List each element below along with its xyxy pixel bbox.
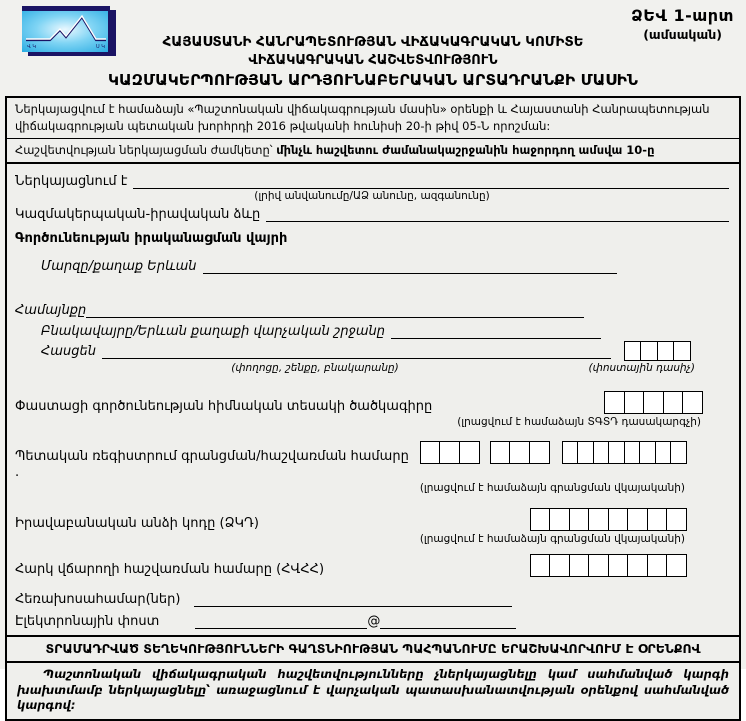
address-label: Հասցեն xyxy=(41,344,96,360)
code-cell[interactable] xyxy=(420,441,441,464)
code-cell[interactable] xyxy=(627,508,648,531)
address-captions-row xyxy=(15,362,729,374)
activity-location-heading: Գործունեության իրականացման վայրի xyxy=(15,231,288,247)
confidentiality-banner: ՏՐԱՄԱԴՐՎԱԾ ՏԵՂԵԿՈՒԹՅՈՒՆՆԵՐԻ ԳԱՂՏՆԻՈՒԹՅԱՆ ՊԱՀՊԱՆՈՒՄԸ ԵՐԱՇԽԱՎՈՐՎՈՒՄ Է ՕՐԵՆՔՈՎ xyxy=(5,635,741,663)
code-cell[interactable] xyxy=(624,441,641,464)
settlement-label: Բնակավայրը/Երևան քաղաքի վարչական շրջանը xyxy=(41,324,385,340)
tin-cells[interactable] xyxy=(530,554,688,577)
address-input-line[interactable] xyxy=(102,344,611,359)
legal-entity-code-caption: (լրացվում է համաձայն գրանցման վկայականի) xyxy=(419,533,685,546)
registry-label: Պետական ռեգիստրում գրանցման/հաշվառման համարը xyxy=(15,449,409,465)
code-cell[interactable] xyxy=(509,441,530,464)
code-cell[interactable] xyxy=(593,441,610,464)
registry-stray-dot: . xyxy=(15,465,20,481)
activity-location-heading-row xyxy=(15,231,729,246)
code-cell[interactable] xyxy=(657,341,675,361)
code-cell[interactable] xyxy=(588,508,609,531)
title-report-type: ՎԻՃԱԿԱԳՐԱԿԱՆ ՀԱՇՎԵՏՎՈՒԹՅՈՒՆ xyxy=(248,52,498,68)
code-cell[interactable] xyxy=(569,554,590,577)
code-cell[interactable] xyxy=(588,554,609,577)
code-cell[interactable] xyxy=(562,441,579,464)
postal-caption: (փոստային դասիչ) xyxy=(588,362,695,375)
title-report-subject: ԿԱԶՄԱԿԵՐՊՈՒԹՅԱՆ ԱՐԴՅՈՒՆԱԲԵՐԱԿԱՆ ԱՐՏԱԴՐԱՆՔԻ ՄԱՍԻՆ xyxy=(108,70,638,89)
code-cell[interactable] xyxy=(569,508,590,531)
form-header xyxy=(0,0,746,96)
activity-code-caption: (լրացվում է համաձայն ՏԳՏԴ դասակարգչի) xyxy=(457,416,701,429)
tin-label: Հարկ վճարողի հաշվառման համարը (ՀՎՀՀ) xyxy=(15,562,325,578)
code-cell[interactable] xyxy=(549,508,570,531)
code-cell[interactable] xyxy=(624,391,645,414)
region-label: Մարզը/քաղաք Երևան xyxy=(41,259,197,275)
code-cell[interactable] xyxy=(530,508,551,531)
form-period: (ամսական) xyxy=(643,27,722,42)
legal-entity-code-row xyxy=(15,508,729,531)
liability-note-box xyxy=(5,661,741,721)
form-code: ՁԵՎ 1-արտ xyxy=(631,6,734,25)
code-cell[interactable] xyxy=(439,441,460,464)
code-cell[interactable] xyxy=(673,341,691,361)
code-cell[interactable] xyxy=(577,441,594,464)
code-cell[interactable] xyxy=(655,441,672,464)
registry-cells-group2[interactable] xyxy=(490,441,550,464)
liability-note-text: Պաշտոնական վիճակագրական հաշվետվությունները չներկայացնելը կամ սահմանված կարգի խախտմամբ ներկայացնելը՝ առաջացնում է վարչական պատասխանատվության օրենքով սահմանված կարգով: xyxy=(17,667,729,713)
code-cell[interactable] xyxy=(627,554,648,577)
title-committee: ՀԱՅԱՍՏԱՆԻ ՀԱՆՐԱՊԵՏՈՒԹՅԱՆ ՎԻՃԱԿԱԳՐԱԿԱՆ ԿՈՄԻՏԵ xyxy=(162,34,584,50)
region-row xyxy=(15,259,617,274)
code-cell[interactable] xyxy=(624,341,642,361)
address-caption: (փողոցը, շենքը, բնակարանը) xyxy=(231,362,399,375)
code-cell[interactable] xyxy=(647,554,668,577)
code-cell[interactable] xyxy=(608,554,629,577)
code-cell[interactable] xyxy=(666,508,687,531)
svg-text:Ս Կ: Ս Կ xyxy=(96,44,105,50)
deadline-bold: մինչև հաշվետու ժամանակաշրջանին հաջորդող ամսվա 10-ը xyxy=(276,143,655,158)
settlement-input-line[interactable] xyxy=(391,324,601,339)
phone-row xyxy=(15,592,729,607)
legal-form-label: Կազմակերպական-իրավական ձևը xyxy=(15,207,261,223)
email-at-sign: @ xyxy=(367,614,381,630)
phone-label: Հեռախոսահամար(ներ) xyxy=(15,592,181,608)
email-local-input-line[interactable] xyxy=(195,614,367,629)
registry-cells-group3[interactable] xyxy=(562,441,688,464)
community-row xyxy=(15,303,584,318)
registry-caption: (լրացվում է համաձայն գրանցման վկայականի) xyxy=(419,482,685,495)
region-input-line[interactable] xyxy=(203,259,617,274)
code-cell[interactable] xyxy=(490,441,511,464)
deadline-text xyxy=(7,138,739,162)
community-label: Համայնքը xyxy=(15,303,87,319)
legal-form-input-line[interactable] xyxy=(266,207,729,222)
legal-entity-code-cells[interactable] xyxy=(530,508,688,531)
code-cell[interactable] xyxy=(529,441,550,464)
code-cell[interactable] xyxy=(549,554,570,577)
registry-dot-row xyxy=(15,465,729,480)
code-cell[interactable] xyxy=(670,441,687,464)
svg-text:Վ Կ: Վ Կ xyxy=(27,44,37,50)
presenter-row xyxy=(15,174,729,189)
activity-code-row xyxy=(15,391,729,414)
legal-form-row xyxy=(15,207,729,222)
code-cell[interactable] xyxy=(666,554,687,577)
activity-code-cells[interactable] xyxy=(604,391,703,414)
presenter-label: Ներկայացնում է xyxy=(15,174,128,190)
code-cell[interactable] xyxy=(459,441,480,464)
notice-box xyxy=(5,96,741,164)
postal-code-cells[interactable] xyxy=(624,341,692,361)
registry-row xyxy=(15,441,729,464)
community-input-line[interactable] xyxy=(86,303,584,318)
code-cell[interactable] xyxy=(608,441,625,464)
settlement-row xyxy=(15,324,601,339)
presenter-input-line[interactable] xyxy=(133,174,729,189)
email-row xyxy=(15,614,729,629)
code-cell[interactable] xyxy=(608,508,629,531)
activity-code-label: Փաստացի գործունեության հիմնական տեսակի ծածկագիրը xyxy=(15,399,433,415)
code-cell[interactable] xyxy=(604,391,625,414)
phone-input-line[interactable] xyxy=(194,592,512,607)
registry-cells-group1[interactable] xyxy=(420,441,480,464)
form-body xyxy=(5,162,741,637)
email-domain-input-line[interactable] xyxy=(380,614,516,629)
address-row xyxy=(15,344,611,359)
code-cell[interactable] xyxy=(639,441,656,464)
tin-row xyxy=(15,554,729,577)
deadline-prefix: Հաշվետվության ներկայացման ժամկետը՝ xyxy=(15,143,277,158)
legal-basis-text: Ներկայացվում է համաձայն «Պաշտոնական վիճակագրության մասին» օրենքի և Հայաստանի Հանրապետության վիճակագրության պետական խորհրդի 2016 թվականի հունիսի 20-ի թիվ 05-Ն որոշման: xyxy=(15,102,710,133)
code-cell[interactable] xyxy=(640,341,658,361)
code-cell[interactable] xyxy=(682,391,703,414)
code-cell[interactable] xyxy=(647,508,668,531)
code-cell[interactable] xyxy=(530,554,551,577)
legal-entity-code-label: Իրավաբանական անձի կոդը (ՁԿԴ) xyxy=(15,516,259,532)
code-cell[interactable] xyxy=(643,391,664,414)
form-titles xyxy=(0,34,746,90)
code-cell[interactable] xyxy=(663,391,684,414)
email-label: Էլեկտրոնային փոստ xyxy=(15,614,160,630)
presenter-caption: (լրիվ անվանումը/ԱՁ անունը, ազգանունը) xyxy=(254,190,490,203)
